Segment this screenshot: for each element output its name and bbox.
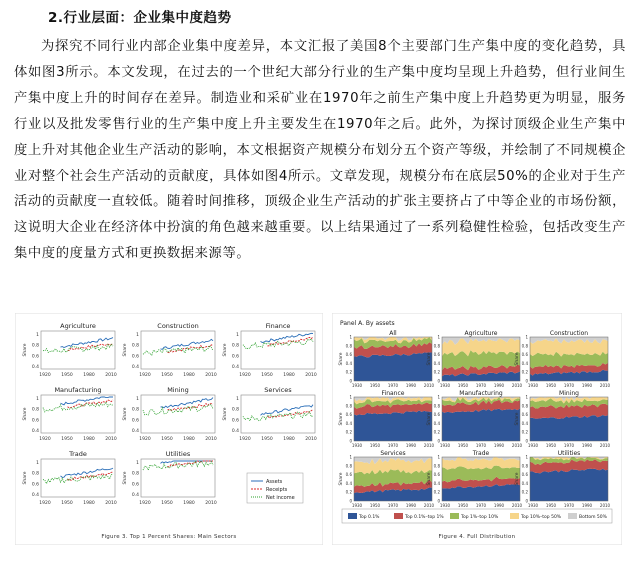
x-tick-label: 1970 (563, 443, 575, 448)
y-tick-label: 0.8 (433, 463, 440, 469)
legend-swatch (394, 513, 403, 519)
x-tick-label: 1930 (351, 443, 363, 448)
x-tick-label: 1920 (239, 437, 251, 442)
y-tick-label: 0.8 (231, 407, 239, 413)
y-tick-label: 0.4 (433, 480, 440, 486)
x-tick-label: 1980 (83, 373, 95, 378)
x-tick-label: 2010 (599, 503, 611, 508)
panel-title: Agriculture (464, 330, 498, 337)
panel-title: Manufacturing (459, 390, 503, 397)
y-tick-label: 0.8 (131, 343, 139, 349)
x-tick-label: 1920 (39, 373, 51, 378)
y-tick-label: 0.4 (345, 360, 352, 366)
legend-swatch (348, 513, 357, 519)
x-tick-label: 1970 (387, 443, 399, 448)
x-tick-label: 1950 (369, 443, 381, 448)
x-tick-label: 2010 (205, 501, 217, 506)
y-tick-label: 1 (525, 334, 528, 340)
legend-swatch (450, 513, 459, 519)
panel-title: Services (380, 450, 406, 457)
x-tick-label: 1980 (183, 501, 195, 506)
stacked-area-layer (530, 415, 608, 441)
x-tick-label: 1920 (239, 373, 251, 378)
y-axis-label: Share (123, 407, 128, 421)
y-tick-label: 0 (349, 378, 352, 384)
y-axis-label: Share (427, 412, 432, 426)
y-tick-label: 0.6 (433, 412, 440, 418)
x-tick-label: 1920 (139, 501, 151, 506)
y-tick-label: 0.4 (521, 420, 528, 426)
x-tick-label: 1990 (493, 383, 505, 388)
y-axis-label: Share (515, 412, 520, 426)
y-tick-label: 1 (236, 397, 239, 402)
x-tick-label: 2010 (511, 443, 523, 448)
legend-swatch (568, 513, 577, 519)
y-tick-label: 0.2 (433, 489, 440, 495)
x-tick-label: 1920 (139, 437, 151, 442)
x-tick-label: 1930 (527, 443, 539, 448)
y-axis-label: Share (23, 471, 28, 485)
legend-label: Top 0.1%–top 1% (405, 515, 444, 520)
y-tick-label: 0.8 (521, 463, 528, 469)
panel-title: Mining (559, 390, 579, 397)
y-tick-label: 0.4 (521, 480, 528, 486)
y-tick-label: 0.2 (521, 369, 528, 375)
figure-4-panel-title: Panel A. By assets (340, 320, 395, 327)
panel-title: Utilities (557, 450, 581, 457)
section-heading: 2.行业层面：企业集中度趋势 (48, 10, 232, 26)
stacked-area-layer (530, 469, 608, 501)
x-tick-label: 1950 (161, 501, 173, 506)
x-tick-label: 2010 (205, 373, 217, 378)
y-tick-label: 0.6 (31, 418, 39, 424)
legend-label: Top 0.1% (359, 515, 380, 520)
panel-plot-area (241, 331, 315, 369)
panel-title: Manufacturing (54, 386, 102, 394)
x-tick-label: 1980 (183, 437, 195, 442)
y-tick-label: 0.8 (433, 343, 440, 349)
y-axis-label: Share (123, 343, 128, 357)
legend-label: Top 1%–top 10% (461, 515, 499, 520)
x-tick-label: 1950 (545, 503, 557, 508)
x-tick-label: 1950 (61, 501, 73, 506)
y-tick-label: 0.4 (433, 420, 440, 426)
legend-swatch (510, 513, 519, 519)
x-tick-label: 2010 (423, 443, 435, 448)
x-tick-label: 1950 (369, 503, 381, 508)
legend-label: Assets (266, 479, 283, 485)
y-tick-label: 1 (36, 333, 39, 338)
y-tick-label: 0.4 (521, 360, 528, 366)
y-tick-label: 1 (349, 454, 352, 460)
y-tick-label: 0 (349, 438, 352, 444)
figure-4-legend (342, 509, 612, 523)
y-tick-label: 0 (525, 378, 528, 384)
y-tick-label: 0.8 (521, 343, 528, 349)
y-tick-label: 0.6 (345, 472, 352, 478)
x-tick-label: 1950 (61, 373, 73, 378)
y-tick-label: 0.8 (231, 343, 239, 349)
x-tick-label: 1950 (261, 373, 273, 378)
y-axis-label: Share (223, 343, 228, 357)
y-tick-label: 0.6 (31, 354, 39, 360)
y-tick-label: 1 (437, 394, 440, 400)
x-tick-label: 1930 (439, 383, 451, 388)
y-tick-label: 1 (36, 461, 39, 466)
y-tick-label: 0.6 (231, 354, 239, 360)
y-tick-label: 0.4 (31, 365, 39, 370)
y-tick-label: 0.8 (131, 471, 139, 477)
y-tick-label: 0.8 (31, 471, 39, 477)
panel-title: Agriculture (60, 322, 96, 330)
y-tick-label: 0.2 (345, 369, 352, 375)
y-tick-label: 0.8 (345, 463, 352, 469)
y-tick-label: 0.4 (131, 365, 139, 370)
y-tick-label: 0.4 (231, 429, 239, 434)
x-tick-label: 1950 (545, 383, 557, 388)
x-tick-label: 1950 (457, 503, 469, 508)
x-tick-label: 1970 (387, 383, 399, 388)
panel-plot-area (41, 331, 115, 369)
x-tick-label: 1950 (369, 383, 381, 388)
y-tick-label: 0.6 (131, 354, 139, 360)
y-tick-label: 1 (437, 334, 440, 340)
y-axis-label: Share (23, 343, 28, 357)
x-tick-label: 2010 (105, 501, 117, 506)
x-tick-label: 1970 (387, 503, 399, 508)
y-axis-label: Share (339, 472, 344, 486)
x-tick-label: 1950 (457, 383, 469, 388)
y-tick-label: 0 (437, 438, 440, 444)
x-tick-label: 1990 (493, 503, 505, 508)
y-tick-label: 1 (136, 397, 139, 402)
y-tick-label: 0.4 (345, 420, 352, 426)
y-tick-label: 0.8 (433, 403, 440, 409)
y-axis-label: Share (515, 472, 520, 486)
x-tick-label: 1930 (439, 503, 451, 508)
panel-title: Mining (167, 386, 189, 394)
panel-plot-area (41, 395, 115, 433)
y-tick-label: 0.2 (345, 429, 352, 435)
x-tick-label: 1980 (283, 373, 295, 378)
y-axis-label: Share (23, 407, 28, 421)
x-tick-label: 1920 (39, 437, 51, 442)
y-tick-label: 1 (349, 334, 352, 340)
x-tick-label: 1930 (439, 443, 451, 448)
figure-4 (332, 313, 622, 545)
y-tick-label: 0.8 (131, 407, 139, 413)
x-tick-label: 1920 (39, 501, 51, 506)
x-tick-label: 1930 (351, 383, 363, 388)
y-axis-label: Share (123, 471, 128, 485)
y-tick-label: 0.2 (345, 489, 352, 495)
x-tick-label: 2010 (205, 437, 217, 442)
figure-3 (15, 313, 323, 545)
y-tick-label: 0.8 (31, 407, 39, 413)
y-tick-label: 0.6 (521, 412, 528, 418)
y-axis-label: Share (427, 472, 432, 486)
x-tick-label: 2010 (423, 503, 435, 508)
y-tick-label: 0.6 (131, 482, 139, 488)
x-tick-label: 1930 (527, 383, 539, 388)
panel-title: Utilities (165, 450, 191, 458)
y-tick-label: 0.4 (31, 429, 39, 434)
x-tick-label: 2010 (305, 373, 317, 378)
y-tick-label: 0.4 (131, 493, 139, 498)
x-tick-label: 1990 (581, 503, 593, 508)
x-tick-label: 1970 (563, 503, 575, 508)
x-tick-label: 1980 (283, 437, 295, 442)
y-tick-label: 0.2 (521, 489, 528, 495)
y-axis-label: Share (427, 352, 432, 366)
x-tick-label: 1980 (183, 373, 195, 378)
y-tick-label: 1 (349, 394, 352, 400)
y-tick-label: 0 (349, 498, 352, 504)
y-tick-label: 0.6 (231, 418, 239, 424)
x-tick-label: 1990 (405, 503, 417, 508)
x-tick-label: 1930 (527, 503, 539, 508)
y-tick-label: 0.6 (345, 352, 352, 358)
y-tick-label: 0.6 (31, 482, 39, 488)
x-tick-label: 2010 (105, 373, 117, 378)
y-axis-label: Share (339, 352, 344, 366)
y-tick-label: 0.6 (345, 412, 352, 418)
y-tick-label: 0.2 (521, 429, 528, 435)
figure-4-chart (332, 313, 622, 545)
stacked-area-layer (442, 409, 520, 442)
y-tick-label: 0.4 (131, 429, 139, 434)
x-tick-label: 1950 (457, 443, 469, 448)
y-tick-label: 0 (525, 498, 528, 504)
y-tick-label: 0.6 (433, 352, 440, 358)
panel-title: Construction (157, 322, 199, 330)
x-tick-label: 1990 (405, 383, 417, 388)
x-tick-label: 1950 (261, 437, 273, 442)
x-tick-label: 1970 (475, 383, 487, 388)
x-tick-label: 1990 (493, 443, 505, 448)
panel-title: Trade (472, 450, 490, 457)
x-tick-label: 1950 (161, 373, 173, 378)
y-tick-label: 0 (437, 378, 440, 384)
x-tick-label: 2010 (511, 383, 523, 388)
figure-3-caption: Figure 3. Top 1 Percent Shares: Main Sectors (101, 534, 237, 540)
y-tick-label: 0.6 (521, 472, 528, 478)
panel-title: Finance (381, 390, 405, 397)
x-tick-label: 2010 (305, 437, 317, 442)
x-tick-label: 1980 (83, 437, 95, 442)
x-tick-label: 2010 (423, 383, 435, 388)
x-tick-label: 1950 (61, 437, 73, 442)
figure-4-caption: Figure 4. Full Distribution (438, 534, 516, 540)
x-tick-label: 1980 (83, 501, 95, 506)
x-tick-label: 2010 (599, 443, 611, 448)
y-tick-label: 0 (437, 498, 440, 504)
y-tick-label: 0.8 (31, 343, 39, 349)
x-tick-label: 2010 (105, 437, 117, 442)
legend-label: Top 10%–top 50% (521, 515, 562, 520)
x-tick-label: 1990 (581, 443, 593, 448)
y-tick-label: 0.8 (521, 403, 528, 409)
y-tick-label: 0.2 (433, 369, 440, 375)
legend-label: Net income (266, 495, 295, 501)
panel-plot-area (141, 395, 215, 433)
figure-3-legend (247, 473, 303, 503)
x-tick-label: 2010 (599, 383, 611, 388)
x-tick-label: 1970 (563, 383, 575, 388)
y-tick-label: 0.4 (31, 493, 39, 498)
y-tick-label: 1 (525, 394, 528, 400)
y-tick-label: 0.8 (345, 343, 352, 349)
y-tick-label: 0.4 (231, 365, 239, 370)
x-tick-label: 1950 (545, 443, 557, 448)
y-tick-label: 0.4 (433, 360, 440, 366)
panel-title: Construction (549, 330, 589, 337)
legend-label: Receipts (266, 487, 288, 493)
y-tick-label: 0.2 (433, 429, 440, 435)
y-tick-label: 0 (525, 438, 528, 444)
y-tick-label: 0.6 (433, 472, 440, 478)
y-tick-label: 0.4 (345, 480, 352, 486)
y-axis-label: Share (339, 412, 344, 426)
legend-label: Bottom 50% (579, 515, 607, 520)
panel-title: All (389, 330, 397, 337)
y-tick-label: 1 (525, 454, 528, 460)
x-tick-label: 1930 (351, 503, 363, 508)
x-tick-label: 1920 (139, 373, 151, 378)
figure-3-chart (15, 313, 323, 545)
body-paragraph: 为探究不同行业内部企业集中度差异，本文汇报了美国8个主要部门生产集中度的变化趋势，具体如图3所示。本文发现，在过去的一个世纪大部分行业的生产集中度均呈现上升趋势，但行业间生产集中度上升的时间存在差异。制造业和采矿业在1970年之前生产集中度上升趋势更为明显，服务行业以及批发零售行业的生产集中度上升主要发生在1970年之后。此外，为探讨顶级企业生产集中度上升对其他企业生产活动的影响，本文根据资产规模分布划分五个资产等级，并绘制了不同规模企业对整个社会生产活动的贡献度，具体如图4所示。文章发现，规模分布在底层50%的企业对于生产活动的贡献度一直较低。随着时间推移，顶级企业生产活动的扩张主要挤占了中等企业的市场份额，这说明大企业在经济体中扮演的角色越来越重要。以上结果通过了一系列稳健性检验，包括改变生产集中度的度量方式和更换数据来源等。 (14, 39, 626, 262)
y-tick-label: 1 (136, 461, 139, 466)
x-tick-label: 1970 (475, 443, 487, 448)
x-tick-label: 1950 (161, 437, 173, 442)
y-tick-label: 0.6 (521, 352, 528, 358)
stacked-area-layer (354, 411, 432, 442)
y-axis-label: Share (223, 407, 228, 421)
y-tick-label: 1 (236, 333, 239, 338)
x-tick-label: 2010 (511, 503, 523, 508)
y-tick-label: 1 (136, 333, 139, 338)
panel-title: Finance (265, 322, 291, 330)
panel-title: Trade (69, 450, 87, 458)
y-tick-label: 0.6 (131, 418, 139, 424)
x-tick-label: 1970 (475, 503, 487, 508)
x-tick-label: 1990 (405, 443, 417, 448)
y-tick-label: 0.8 (345, 403, 352, 409)
x-tick-label: 1990 (581, 383, 593, 388)
y-tick-label: 1 (36, 397, 39, 402)
panel-title: Services (264, 386, 292, 394)
y-axis-label: Share (515, 352, 520, 366)
y-tick-label: 1 (437, 454, 440, 460)
